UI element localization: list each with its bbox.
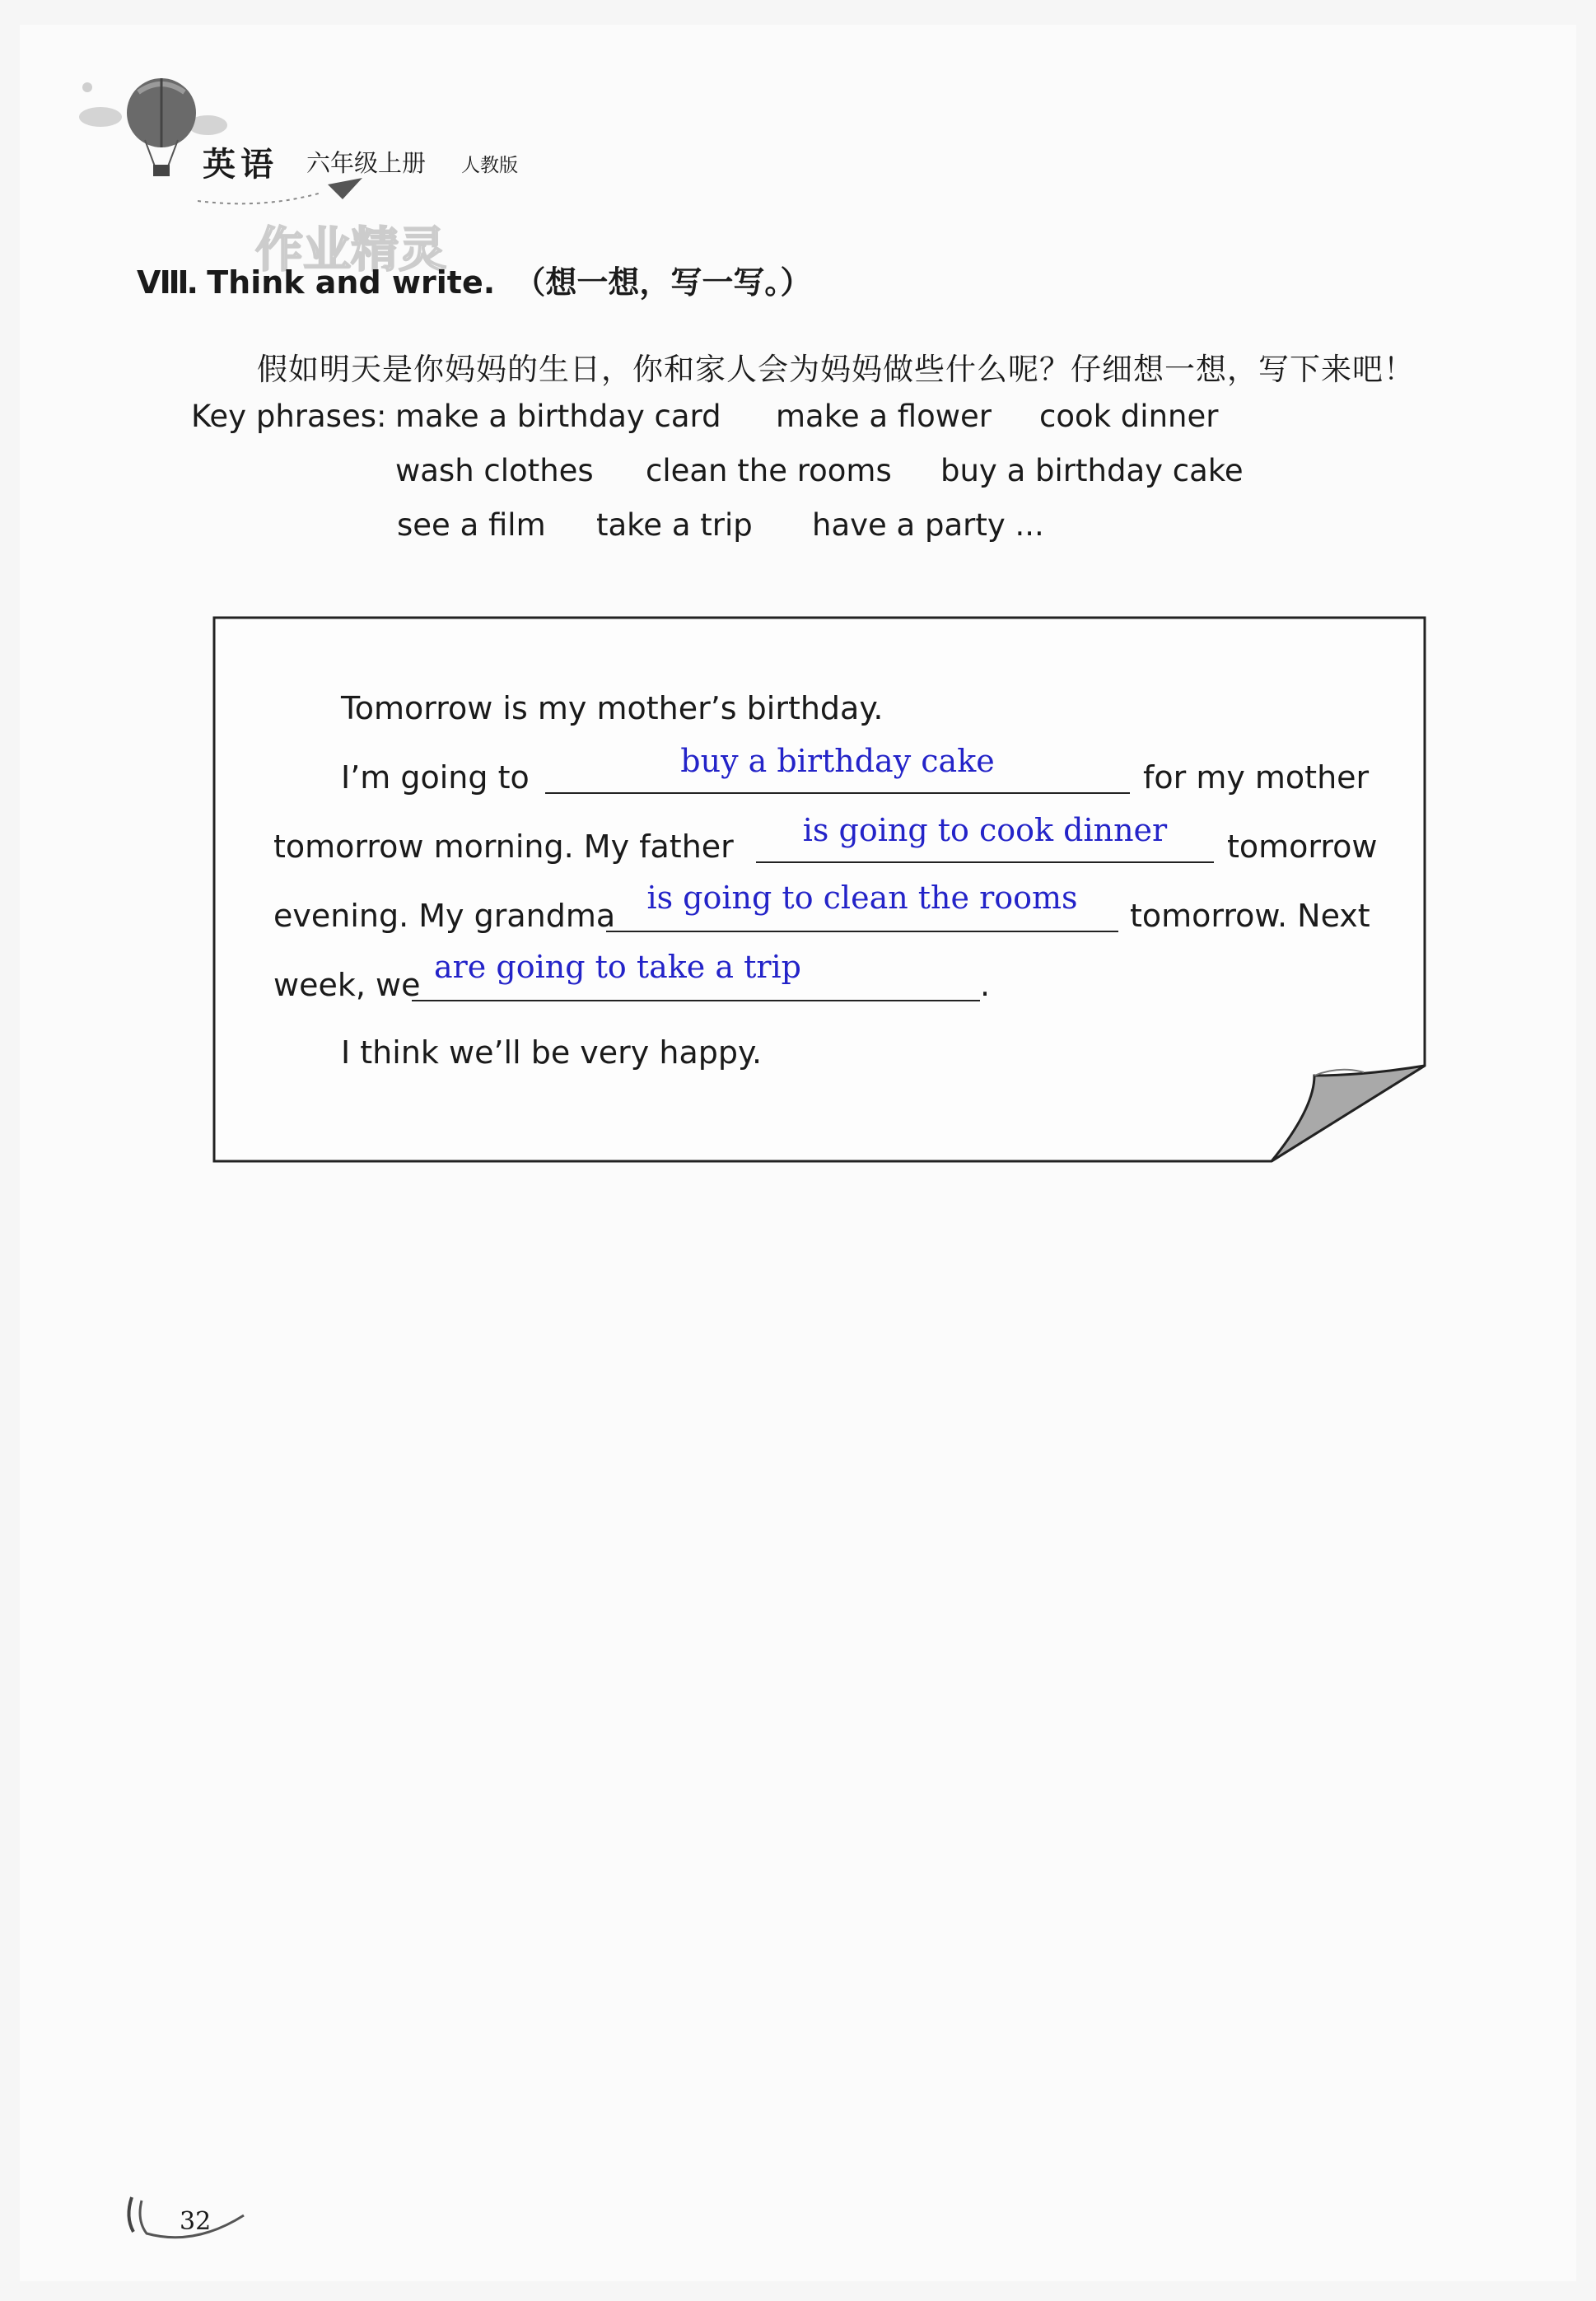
answer-3: is going to clean the rooms [646, 880, 1078, 916]
answer-blank-3 [606, 929, 1118, 932]
passage-line-3-start: tomorrow morning. My father [273, 828, 734, 865]
key-phrase: clean the rooms [646, 453, 892, 488]
answer-blank-2 [756, 860, 1214, 863]
answer-2: is going to cook dinner [802, 812, 1168, 848]
section-title-en: Think and write. [207, 264, 496, 301]
passage-line-1: Tomorrow is my mother’s birthday. [341, 690, 884, 726]
key-phrase: wash clothes [395, 453, 594, 488]
answer-blank-1 [545, 791, 1130, 794]
subject-title: 英语 [203, 145, 278, 184]
passage-line-2-end: for my mother [1143, 759, 1370, 796]
answer-1: buy a birthday cake [680, 743, 995, 779]
key-phrases-label: Key phrases: [191, 399, 387, 434]
key-phrase: cook dinner [1039, 399, 1219, 434]
passage-line-2-start: I’m going to [341, 759, 530, 796]
edition-label: 人教版 [461, 155, 518, 176]
watermark: 作业精灵 [255, 222, 447, 278]
key-phrase: make a flower [776, 399, 992, 434]
key-phrase: take a trip [596, 507, 753, 543]
section-title-cn: （想一想，写一写。） [514, 264, 812, 301]
paper-plane-icon [198, 176, 371, 209]
key-phrase: make a birthday card [395, 399, 721, 434]
passage-line-5-end: . [980, 967, 991, 1003]
passage-line-6: I think we’ll be very happy. [341, 1034, 763, 1071]
passage-line-4-end: tomorrow. Next [1130, 898, 1370, 934]
section-number: Ⅷ. [137, 264, 196, 301]
key-phrase: buy a birthday cake [940, 453, 1244, 488]
answer-4: are going to take a trip [433, 949, 802, 985]
page-number: 32 [180, 2207, 212, 2236]
passage-line-4-start: evening. My grandma [273, 898, 616, 934]
instruction-text: 假如明天是你妈妈的生日，你和家人会为妈妈做些什么呢？仔细想一想，写下来吧！ [257, 352, 1415, 387]
answer-blank-4 [412, 998, 980, 1001]
passage-line-5-start: week, we [273, 967, 421, 1003]
section-title [137, 257, 811, 302]
key-phrase: have a party ... [812, 507, 1044, 543]
key-phrase: see a film [397, 507, 546, 543]
grade-label: 六年级上册 [306, 149, 427, 177]
passage-line-3-end: tomorrow [1227, 828, 1378, 865]
